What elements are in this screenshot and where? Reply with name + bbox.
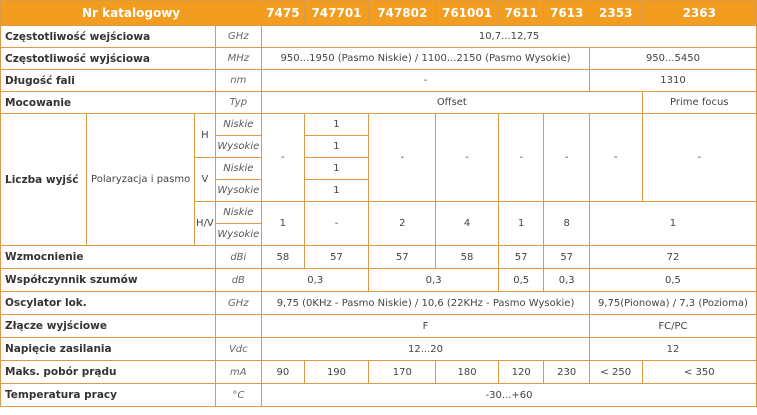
value-cell: 120	[498, 361, 544, 384]
param-label: Wzmocnienie	[1, 246, 216, 269]
value-cell: 0,5	[589, 269, 756, 292]
gain-row	[1, 246, 757, 269]
param-label: Liczba wyjść	[1, 114, 87, 246]
output-frequency-row	[1, 48, 757, 70]
param-label: Współczynnik szumów	[1, 269, 216, 292]
param-label: Napięcie zasilania	[1, 338, 216, 361]
model-header: 7475	[262, 1, 305, 26]
value-cell: 8	[544, 202, 590, 246]
oscillator-row	[1, 292, 757, 315]
value-cell: 57	[544, 246, 590, 269]
model-header: 747802	[369, 1, 436, 26]
value-cell: 2	[369, 202, 436, 246]
polarization-hv: H/V	[195, 202, 215, 246]
band-high: Wysokie	[215, 136, 262, 158]
value-cell: 58	[262, 246, 305, 269]
value-cell: FC/PC	[589, 315, 756, 338]
value-cell: 1	[498, 202, 544, 246]
model-header: 747701	[304, 1, 369, 26]
param-label: Mocowanie	[1, 92, 216, 114]
unit-cell: dB	[215, 269, 262, 292]
param-label: Częstotliwość wejściowa	[1, 26, 216, 48]
value-cell: -	[262, 114, 305, 202]
unit-cell: nm	[215, 70, 262, 92]
value-cell: -	[589, 114, 642, 202]
unit-cell: GHz	[215, 26, 262, 48]
wavelength-row	[1, 70, 757, 92]
band-high: Wysokie	[215, 224, 262, 246]
value-cell: -	[436, 114, 499, 202]
value-cell: Offset	[262, 92, 642, 114]
noise-figure-row	[1, 269, 757, 292]
unit-cell: mA	[215, 361, 262, 384]
param-label: Maks. pobór prądu	[1, 361, 216, 384]
value-cell: 57	[369, 246, 436, 269]
unit-cell	[215, 315, 262, 338]
band-low: Niskie	[215, 202, 262, 224]
model-header: 7613	[544, 1, 590, 26]
value-cell: 1	[589, 202, 756, 246]
operating-temperature-row	[1, 384, 757, 407]
value-cell: 0,3	[369, 269, 499, 292]
param-label: Złącze wyjściowe	[1, 315, 216, 338]
value-cell: 190	[304, 361, 369, 384]
value-cell: -	[498, 114, 544, 202]
unit-cell: °C	[215, 384, 262, 407]
value-cell: -	[544, 114, 590, 202]
value-cell: F	[262, 315, 590, 338]
value-cell: 10,7...12,75	[262, 26, 757, 48]
model-header: 7611	[498, 1, 544, 26]
value-cell: 12	[589, 338, 756, 361]
value-cell: 170	[369, 361, 436, 384]
value-cell: -	[369, 114, 436, 202]
polarization-v: V	[195, 158, 215, 202]
polarization-label: Polaryzacja i pasmo	[87, 114, 195, 246]
model-header: 761001	[436, 1, 499, 26]
value-cell: 90	[262, 361, 305, 384]
header-row	[1, 1, 757, 26]
supply-voltage-row	[1, 338, 757, 361]
value-cell: < 250	[589, 361, 642, 384]
value-cell: -	[642, 114, 756, 202]
value-cell: 58	[436, 246, 499, 269]
value-cell: -	[304, 202, 369, 246]
value-cell: 950...5450	[589, 48, 756, 70]
value-cell: 1310	[589, 70, 756, 92]
max-current-row	[1, 361, 757, 384]
param-label: Częstotliwość wyjściowa	[1, 48, 216, 70]
value-cell: 0,3	[544, 269, 590, 292]
value-cell: 1	[304, 114, 369, 136]
value-cell: 57	[304, 246, 369, 269]
value-cell: 0,3	[262, 269, 369, 292]
value-cell: 4	[436, 202, 499, 246]
band-low: Niskie	[215, 158, 262, 180]
value-cell: 1	[262, 202, 305, 246]
param-label: Oscylator lok.	[1, 292, 216, 315]
model-header: 2363	[642, 1, 756, 26]
unit-cell: dBi	[215, 246, 262, 269]
unit-cell: GHz	[215, 292, 262, 315]
outputs-row	[1, 114, 757, 136]
value-cell: 230	[544, 361, 590, 384]
value-cell: 12...20	[262, 338, 590, 361]
band-high: Wysokie	[215, 180, 262, 202]
band-low: Niskie	[215, 114, 262, 136]
param-label: Długość fali	[1, 70, 216, 92]
unit-cell: Vdc	[215, 338, 262, 361]
param-label: Temperatura pracy	[1, 384, 216, 407]
value-cell: -	[262, 70, 590, 92]
output-connector-row	[1, 315, 757, 338]
unit-cell: MHz	[215, 48, 262, 70]
value-cell: 0,5	[498, 269, 544, 292]
value-cell: < 350	[642, 361, 756, 384]
value-cell: 1	[304, 180, 369, 202]
value-cell: 1	[304, 158, 369, 180]
value-cell: 57	[498, 246, 544, 269]
value-cell: 180	[436, 361, 499, 384]
value-cell: Prime focus	[642, 92, 756, 114]
polarization-h: H	[195, 114, 215, 158]
catalog-number-header: Nr katalogowy	[1, 1, 262, 26]
value-cell: 9,75 (0KHz - Pasmo Niskie) / 10,6 (22KHz - Pasmo Wysokie)	[262, 292, 590, 315]
value-cell: 1	[304, 136, 369, 158]
value-cell: 9,75(Pionowa) / 7,3 (Pozioma)	[589, 292, 756, 315]
value-cell: -30...+60	[262, 384, 757, 407]
value-cell: 72	[589, 246, 756, 269]
model-header: 2353	[589, 1, 642, 26]
input-frequency-row	[1, 26, 757, 48]
unit-cell: Typ	[215, 92, 262, 114]
value-cell: 950...1950 (Pasmo Niskie) / 1100...2150 (Pasmo Wysokie)	[262, 48, 590, 70]
mounting-row	[1, 92, 757, 114]
